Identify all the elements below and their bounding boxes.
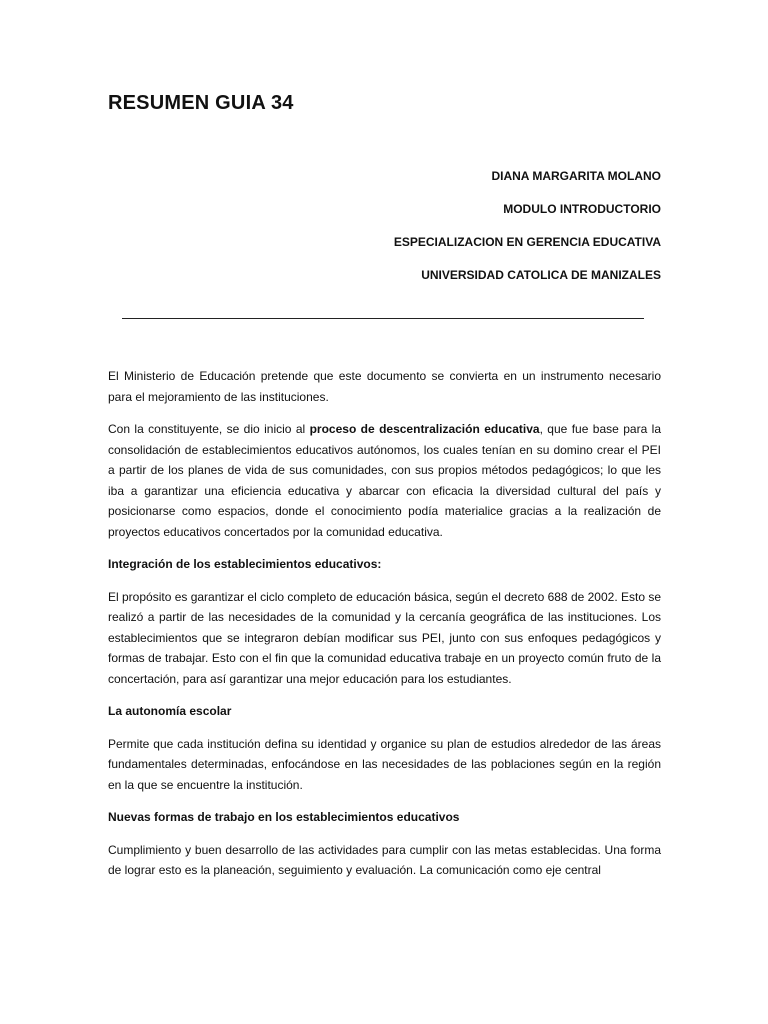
paragraph-integracion: El propósito es garantizar el ciclo completo de educación básica, según el decreto 688 de 2002. Esto se realizó a partir de las necesidades de la comunidad y la cercanía geográfica de las instituciones. Los establecimientos que se integraron debían modificar sus PEI, junto con sus enfoques pedagógicos y formas de trabajar. Esto con el fin que la comunidad educativa trabaje en un proyecto común fruto de la concertación, para así garantizar una mejor educación para los estudiantes. [108,589,662,686]
paragraph-descentralizacion-bold: proceso de descentralización educativa [309,422,540,436]
heading-nuevas-formas: Nuevas formas de trabajo en los establecimientos educativos [108,810,460,824]
paragraph-nuevas-formas: Cumplimiento y buen desarrollo de las actividades para cumplir con las metas establecidas. Una forma de lograr esto es la planeación, seguimiento y evaluación. La comunicación como eje central [108,842,661,877]
heading-integracion: Integración de los establecimientos educativos: [108,557,382,571]
paragraph-descentralizacion [108,419,661,542]
module-name: MODULO INTRODUCTORIO [503,202,661,216]
document-body [108,366,661,893]
heading-autonomia: La autonomía escolar [108,704,232,718]
author-name: DIANA MARGARITA MOLANO [491,169,661,183]
university-name: UNIVERSIDAD CATOLICA DE MANIZALES [421,268,661,282]
paragraph-descentralizacion-end: , que fue base para la consolidación de establecimientos educativos autónomos, los cuales tenían en su domino crear el PEI a partir de los planes de vida de sus comunidades, con sus propios métodos pedagógicos; lo que les iba a garantizar una eficiencia educativa y abarcar con eficacia la diversidad cultural del país y posicionarse como espacios, donde el conocimiento podía materialice gracias a la realización de proyectos educativos concertados por la comunidad educativa. [108,422,661,539]
paragraph-intro: El Ministerio de Educación pretende que este documento se convierta en un instrumento necesario para el mejoramiento de las instituciones. [108,369,661,404]
program-name: ESPECIALIZACION EN GERENCIA EDUCATIVA [393,235,661,249]
horizontal-rule [122,318,644,319]
document-title: RESUMEN GUIA 34 [108,92,294,114]
author-block [394,168,661,300]
paragraph-autonomia: Permite que cada institución defina su identidad y organice su plan de estudios alrededor de las áreas fundamentales determinadas, enfocándose en las necesidades de las poblaciones según en la región en la que se encuentre la institución. [108,736,661,792]
paragraph-descentralizacion-start: Con la constituyente, se dio inicio al [108,422,310,436]
